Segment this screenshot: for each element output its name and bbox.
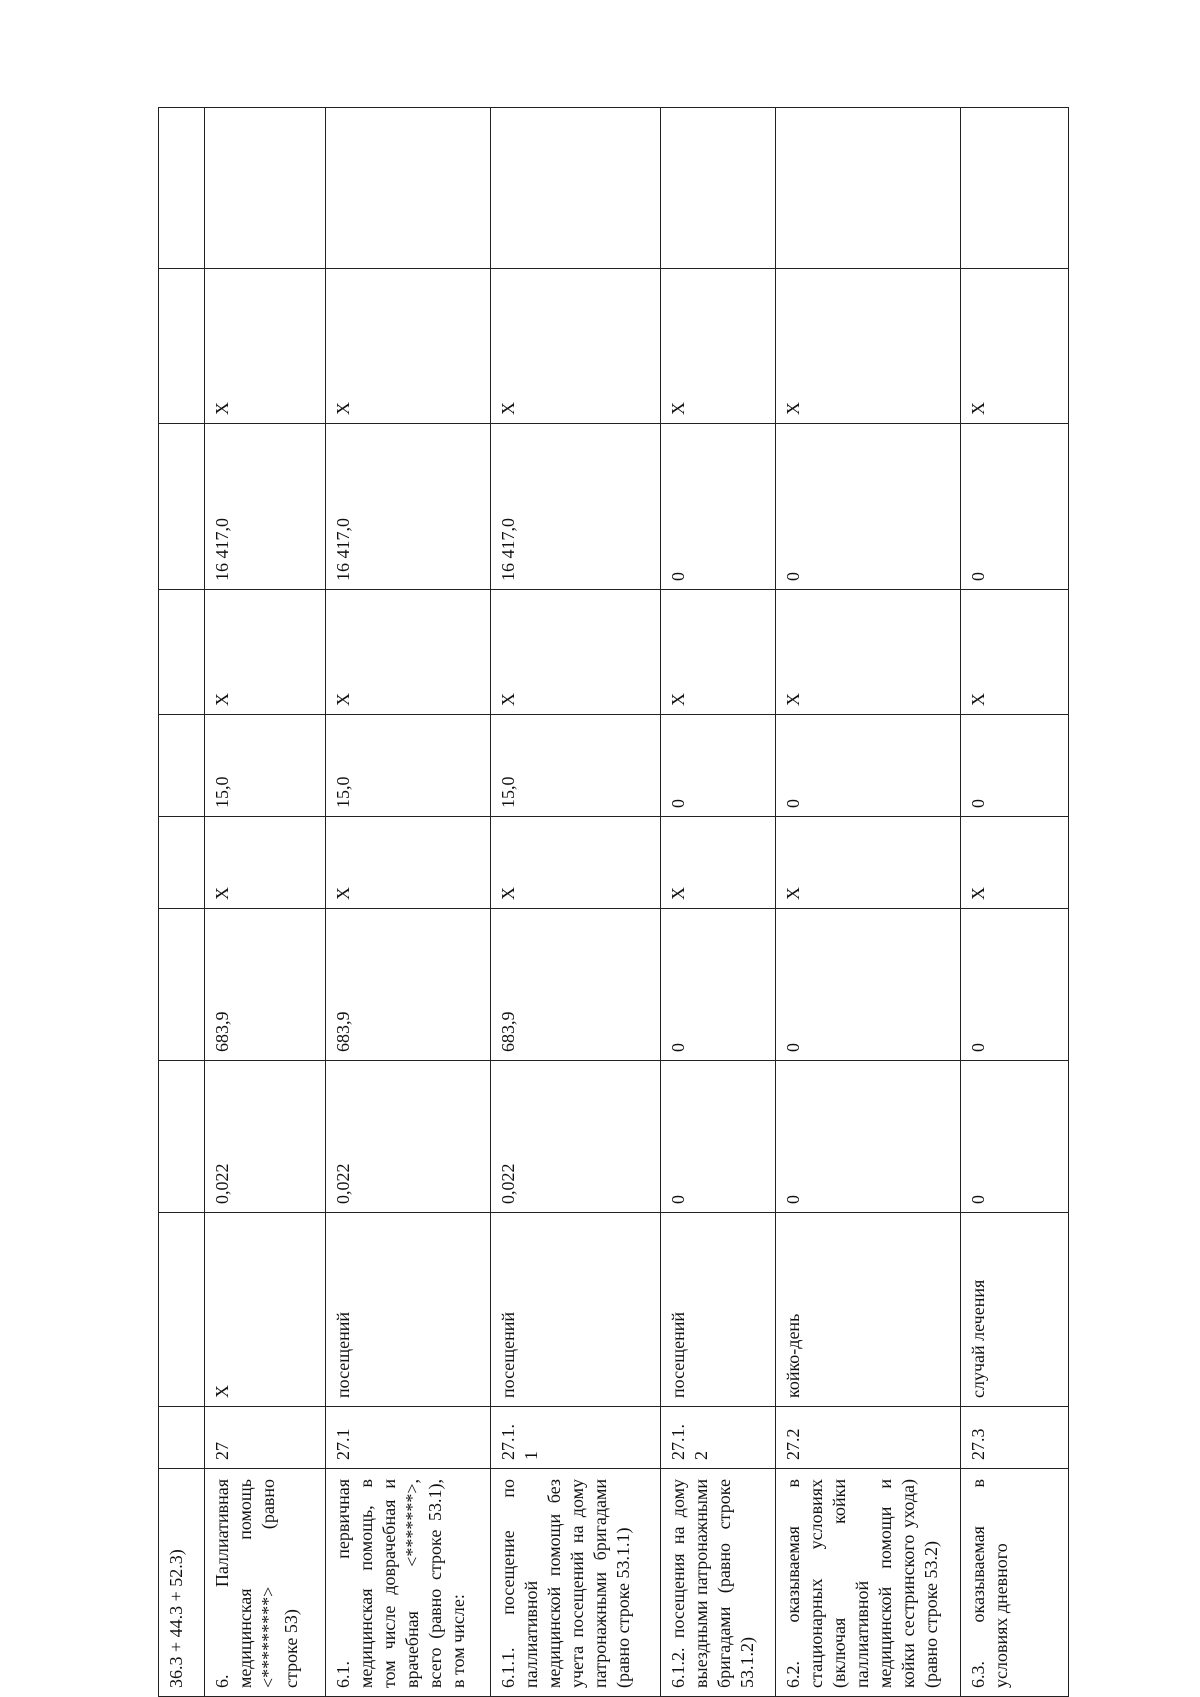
row-line-number: 27.1.2: [661, 1407, 776, 1469]
header-cell: [159, 909, 205, 1061]
row-value-3: Х: [491, 817, 661, 909]
row-value-8: [776, 108, 961, 269]
row-value-4: 15,0: [326, 715, 491, 817]
row-value-5: Х: [776, 590, 961, 715]
row-unit: койко-день: [776, 1213, 961, 1407]
row-value-6: 0: [776, 424, 961, 590]
row-value-8: [661, 108, 776, 269]
row-value-6: 0: [661, 424, 776, 590]
row-value-2: 0: [661, 909, 776, 1061]
row-value-4: 0: [661, 715, 776, 817]
row-value-8: [961, 108, 1069, 269]
row-value-5: Х: [961, 590, 1069, 715]
row-name-cell: 6. Паллиативная медицинская помощь <*********> (равно строке 53): [205, 1469, 326, 1697]
row-value-8: [326, 108, 491, 269]
row-value-1: 0,022: [491, 1061, 661, 1213]
row-value-1: 0,022: [205, 1061, 326, 1213]
table-header-row: [159, 108, 205, 1697]
row-value-6: 0: [961, 424, 1069, 590]
row-value-4: 0: [961, 715, 1069, 817]
row-value-1: 0: [661, 1061, 776, 1213]
header-cell: [159, 424, 205, 590]
row-unit: случай лечения: [961, 1213, 1069, 1407]
header-cell: [159, 1407, 205, 1469]
table-row: [776, 108, 961, 1697]
row-value-7: Х: [776, 269, 961, 424]
row-line-number: 27: [205, 1407, 326, 1469]
row-value-1: 0: [961, 1061, 1069, 1213]
table-row: [661, 108, 776, 1697]
header-cell: [159, 715, 205, 817]
row-value-6: 16 417,0: [491, 424, 661, 590]
header-cell: 36.3 + 44.3 + 52.3): [159, 1469, 205, 1697]
data-table: [158, 107, 1069, 1697]
row-name-cell: 6.1.2. посещения на дому выездными патронажными бригадами (равно строке 53.1.2): [661, 1469, 776, 1697]
row-value-7: Х: [491, 269, 661, 424]
row-value-7: Х: [661, 269, 776, 424]
row-value-2: 683,9: [491, 909, 661, 1061]
table-row: [205, 108, 326, 1697]
row-unit: Х: [205, 1213, 326, 1407]
header-cell: [159, 590, 205, 715]
row-value-2: 683,9: [326, 909, 491, 1061]
row-value-4: 15,0: [205, 715, 326, 817]
row-value-5: Х: [326, 590, 491, 715]
row-value-8: [205, 108, 326, 269]
row-value-1: 0: [776, 1061, 961, 1213]
row-value-5: Х: [491, 590, 661, 715]
table-row: [961, 108, 1069, 1697]
header-cell: [159, 817, 205, 909]
row-value-5: Х: [205, 590, 326, 715]
row-line-number: 27.1: [326, 1407, 491, 1469]
row-line-number: 27.3: [961, 1407, 1069, 1469]
row-line-number: 27.1.1: [491, 1407, 661, 1469]
row-value-3: Х: [205, 817, 326, 909]
header-cell: [159, 1213, 205, 1407]
row-value-3: Х: [326, 817, 491, 909]
row-unit: посещений: [326, 1213, 491, 1407]
row-value-3: Х: [661, 817, 776, 909]
row-value-8: [491, 108, 661, 269]
row-line-number: 27.2: [776, 1407, 961, 1469]
row-name-cell: 6.1.1. посещение по паллиативной медицинской помощи без учета посещений на дому патронажными бригадами (равно строке 53.1.1): [491, 1469, 661, 1697]
table-row: [491, 108, 661, 1697]
row-unit: посещений: [491, 1213, 661, 1407]
row-value-6: 16 417,0: [205, 424, 326, 590]
row-name-cell: 6.3. оказываемая в условиях дневного: [961, 1469, 1069, 1697]
row-value-4: 15,0: [491, 715, 661, 817]
row-value-7: Х: [205, 269, 326, 424]
row-value-3: Х: [776, 817, 961, 909]
header-cell: [159, 1061, 205, 1213]
row-value-2: 0: [961, 909, 1069, 1061]
row-value-4: 0: [776, 715, 961, 817]
row-value-1: 0,022: [326, 1061, 491, 1213]
row-value-6: 16 417,0: [326, 424, 491, 590]
row-value-7: Х: [326, 269, 491, 424]
row-value-3: Х: [961, 817, 1069, 909]
rotated-table-container: [158, 108, 1068, 1697]
row-value-2: 683,9: [205, 909, 326, 1061]
table-row: [326, 108, 491, 1697]
header-cell: [159, 269, 205, 424]
row-value-5: Х: [661, 590, 776, 715]
row-value-7: Х: [961, 269, 1069, 424]
row-value-2: 0: [776, 909, 961, 1061]
row-name-cell: 6.1. первичная медицинская помощь, в том числе доврачебная и врачебная <*******>, всего (равно строке 53.1), в том числе:: [326, 1469, 491, 1697]
row-name-cell: 6.2. оказываемая в стационарных условиях (включая койки паллиативной медицинской помощи и койки сестринского ухода) (равно строке 53.2): [776, 1469, 961, 1697]
header-cell: [159, 108, 205, 269]
row-unit: посещений: [661, 1213, 776, 1407]
